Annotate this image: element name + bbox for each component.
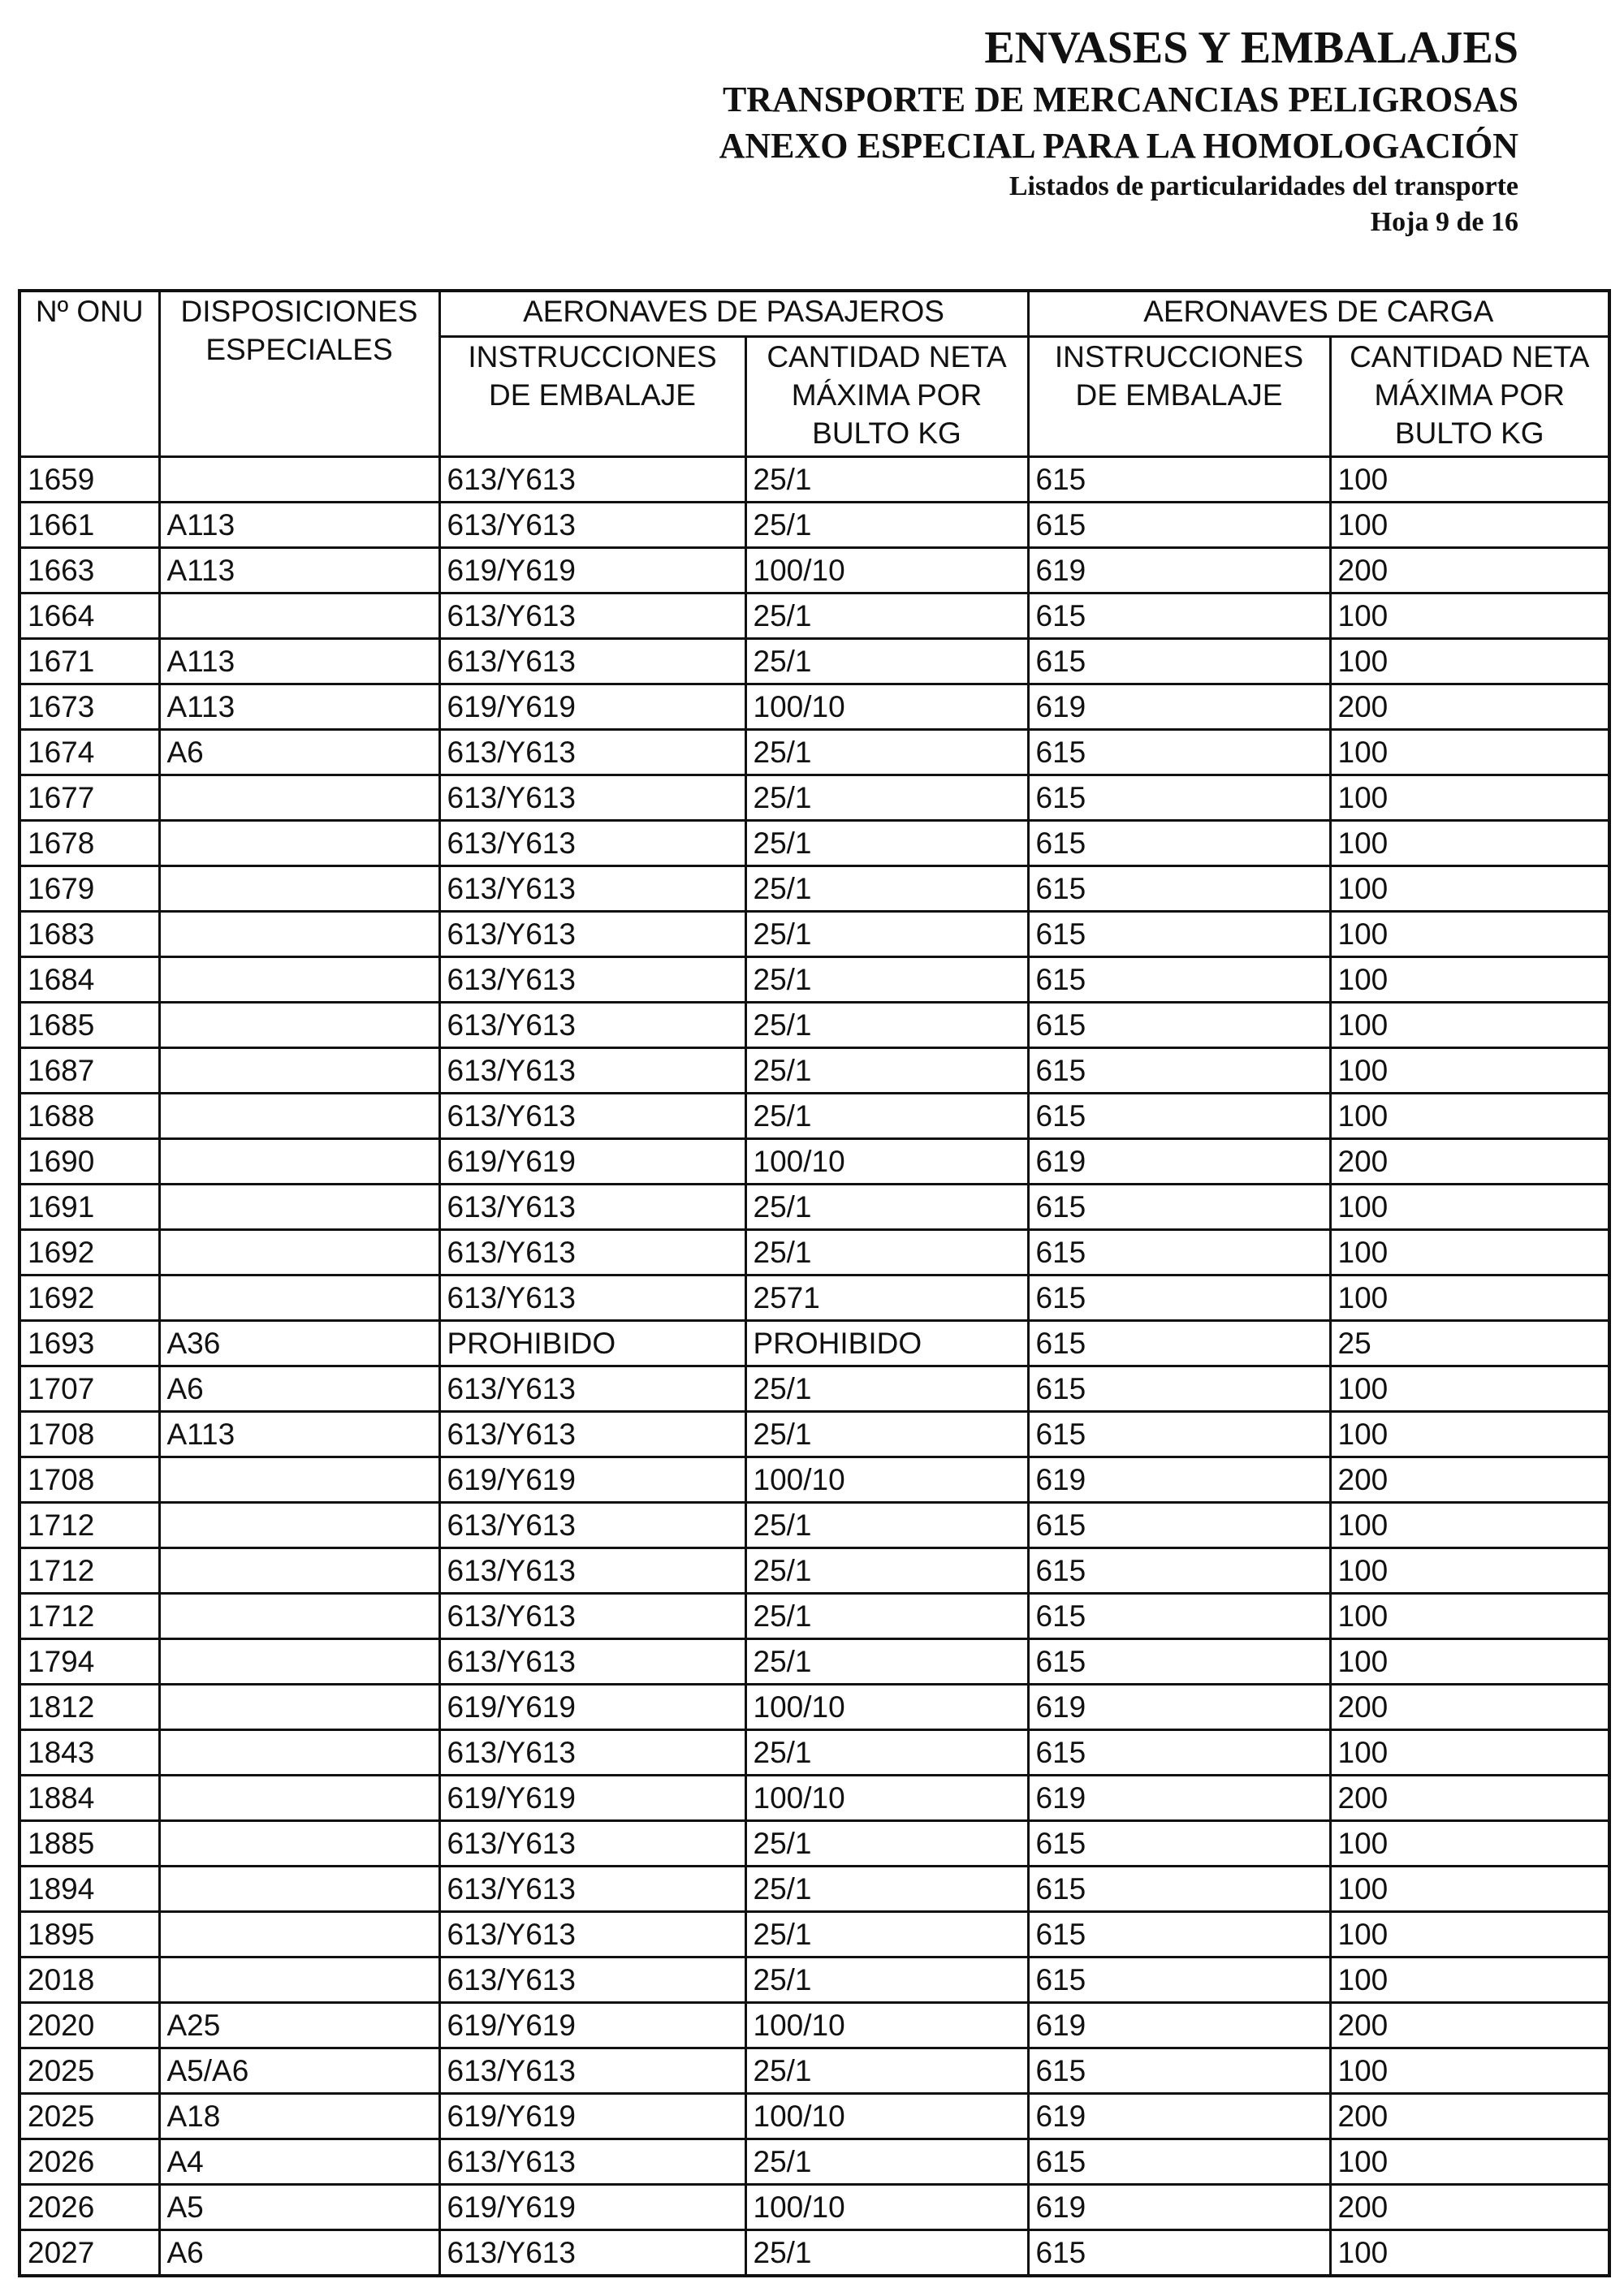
cell-cant-carga: 100 [1330, 1866, 1609, 1911]
table-row [19, 547, 1609, 593]
cell-instr-carga: 619 [1028, 2002, 1330, 2048]
cell-instr-carga: 615 [1028, 729, 1330, 775]
cell-cant-carga: 200 [1330, 1138, 1609, 1184]
table-row [19, 865, 1609, 911]
cell-instr-pasajeros: PROHIBIDO [439, 1320, 745, 1366]
header-group-carga: AERONAVES DE CARGA [1028, 291, 1609, 336]
cell-cant-carga: 100 [1330, 1593, 1609, 1638]
document-subtitle-listing: Listados de particularidades del transporte [1009, 171, 1518, 201]
header-instr-carga: INSTRUCCIONES DE EMBALAJE [1028, 336, 1330, 456]
cell-cant-pasajeros: 25/1 [745, 2229, 1028, 2276]
table-container [18, 289, 1611, 2277]
cell-cant-carga: 100 [1330, 1729, 1609, 1775]
table-row [19, 1320, 1609, 1366]
cell-instr-carga: 619 [1028, 684, 1330, 729]
cell-instr-carga: 619 [1028, 1775, 1330, 1820]
cell-cant-carga: 100 [1330, 911, 1609, 956]
cell-cant-pasajeros: 25/1 [745, 1866, 1028, 1911]
cell-cant-carga: 100 [1330, 1911, 1609, 1957]
cell-cant-carga: 100 [1330, 1820, 1609, 1866]
cell-cant-carga: 100 [1330, 820, 1609, 865]
cell-instr-pasajeros: 613/Y613 [439, 1229, 745, 1275]
cell-instr-pasajeros: 613/Y613 [439, 1638, 745, 1684]
cell-instr-carga: 615 [1028, 775, 1330, 820]
cell-instr-carga: 619 [1028, 1457, 1330, 1502]
cell-cant-carga: 100 [1330, 1229, 1609, 1275]
cell-instr-pasajeros: 613/Y613 [439, 775, 745, 820]
cell-instr-pasajeros: 613/Y613 [439, 593, 745, 638]
cell-cant-pasajeros: PROHIBIDO [745, 1320, 1028, 1366]
cell-onu: 1673 [19, 684, 159, 729]
table-row [19, 1229, 1609, 1275]
cell-instr-pasajeros: 613/Y613 [439, 2229, 745, 2276]
cell-onu: 2026 [19, 2184, 159, 2229]
cell-cant-carga: 200 [1330, 1684, 1609, 1729]
cell-cant-carga: 100 [1330, 2139, 1609, 2184]
cell-instr-pasajeros: 613/Y613 [439, 729, 745, 775]
cell-cant-pasajeros: 25/1 [745, 1502, 1028, 1547]
cell-cant-carga: 100 [1330, 1002, 1609, 1047]
table-row [19, 1138, 1609, 1184]
cell-cant-pasajeros: 25/1 [745, 775, 1028, 820]
cell-onu: 1884 [19, 1775, 159, 1820]
cell-instr-carga: 615 [1028, 1593, 1330, 1638]
cell-disposiciones: A6 [159, 2229, 439, 2276]
header-instr-pasajeros: INSTRUCCIONES DE EMBALAJE [439, 336, 745, 456]
cell-instr-carga: 615 [1028, 1047, 1330, 1093]
cell-disposiciones [159, 1547, 439, 1593]
table-row [19, 1547, 1609, 1593]
cell-disposiciones [159, 1502, 439, 1547]
cell-disposiciones: A113 [159, 684, 439, 729]
header-onu: Nº ONU [19, 291, 159, 456]
table-body [19, 456, 1609, 2276]
cell-onu: 1664 [19, 593, 159, 638]
cell-instr-pasajeros: 613/Y613 [439, 638, 745, 684]
table-row [19, 2048, 1609, 2093]
cell-onu: 2026 [19, 2139, 159, 2184]
cell-disposiciones: A4 [159, 2139, 439, 2184]
cell-cant-pasajeros: 25/1 [745, 1957, 1028, 2002]
cell-cant-carga: 100 [1330, 1184, 1609, 1229]
cell-instr-pasajeros: 613/Y613 [439, 1957, 745, 2002]
cell-disposiciones [159, 865, 439, 911]
cell-instr-pasajeros: 613/Y613 [439, 1047, 745, 1093]
cell-onu: 1895 [19, 1911, 159, 1957]
table-row [19, 1275, 1609, 1320]
cell-disposiciones [159, 1002, 439, 1047]
cell-cant-pasajeros: 100/10 [745, 1684, 1028, 1729]
cell-disposiciones: A6 [159, 1366, 439, 1411]
table-row [19, 1638, 1609, 1684]
cell-instr-carga: 615 [1028, 1729, 1330, 1775]
table-row [19, 684, 1609, 729]
table-row [19, 1457, 1609, 1502]
cell-onu: 1690 [19, 1138, 159, 1184]
table-row [19, 1684, 1609, 1729]
cell-disposiciones [159, 1866, 439, 1911]
cell-instr-carga: 615 [1028, 2229, 1330, 2276]
cell-disposiciones [159, 1684, 439, 1729]
cell-instr-pasajeros: 619/Y619 [439, 1684, 745, 1729]
cell-instr-carga: 615 [1028, 1366, 1330, 1411]
cell-onu: 1691 [19, 1184, 159, 1229]
table-header [19, 291, 1609, 456]
cell-instr-pasajeros: 613/Y613 [439, 1366, 745, 1411]
cell-instr-carga: 615 [1028, 1957, 1330, 2002]
cell-disposiciones [159, 1093, 439, 1138]
cell-disposiciones: A113 [159, 1411, 439, 1457]
cell-instr-pasajeros: 619/Y619 [439, 2184, 745, 2229]
cell-cant-pasajeros: 100/10 [745, 1775, 1028, 1820]
table-row [19, 1957, 1609, 2002]
cell-instr-pasajeros: 613/Y613 [439, 1093, 745, 1138]
cell-cant-carga: 100 [1330, 2048, 1609, 2093]
table-row [19, 1366, 1609, 1411]
cell-cant-pasajeros: 25/1 [745, 502, 1028, 547]
table-row [19, 1047, 1609, 1093]
cell-instr-carga: 615 [1028, 820, 1330, 865]
header-cant-carga: CANTIDAD NETA MÁXIMA POR BULTO KG [1330, 336, 1609, 456]
cell-cant-carga: 100 [1330, 502, 1609, 547]
cell-cant-carga: 100 [1330, 1275, 1609, 1320]
cell-cant-carga: 100 [1330, 2229, 1609, 2276]
table-row [19, 2002, 1609, 2048]
table-row [19, 1866, 1609, 1911]
header-disposiciones: DISPOSICIONES ESPECIALES [159, 291, 439, 456]
table-row [19, 456, 1609, 502]
cell-instr-pasajeros: 619/Y619 [439, 684, 745, 729]
cell-onu: 1674 [19, 729, 159, 775]
cell-instr-carga: 615 [1028, 502, 1330, 547]
cell-instr-pasajeros: 613/Y613 [439, 1729, 745, 1775]
cell-instr-carga: 615 [1028, 1229, 1330, 1275]
cell-onu: 1685 [19, 1002, 159, 1047]
cell-onu: 1661 [19, 502, 159, 547]
cell-cant-pasajeros: 25/1 [745, 1638, 1028, 1684]
cell-onu: 1712 [19, 1502, 159, 1547]
cell-onu: 2025 [19, 2093, 159, 2139]
cell-cant-carga: 25 [1330, 1320, 1609, 1366]
cell-cant-pasajeros: 25/1 [745, 1729, 1028, 1775]
cell-instr-pasajeros: 613/Y613 [439, 1547, 745, 1593]
cell-onu: 1684 [19, 956, 159, 1002]
cell-onu: 1708 [19, 1457, 159, 1502]
cell-instr-pasajeros: 613/Y613 [439, 502, 745, 547]
table-row [19, 2139, 1609, 2184]
cell-cant-carga: 100 [1330, 638, 1609, 684]
cell-disposiciones: A5/A6 [159, 2048, 439, 2093]
header-cant-pasajeros: CANTIDAD NETA MÁXIMA POR BULTO KG [745, 336, 1028, 456]
cell-cant-pasajeros: 25/1 [745, 1411, 1028, 1457]
cell-onu: 2020 [19, 2002, 159, 2048]
cell-disposiciones [159, 1184, 439, 1229]
cell-onu: 1663 [19, 547, 159, 593]
cell-onu: 1693 [19, 1320, 159, 1366]
cell-disposiciones: A18 [159, 2093, 439, 2139]
cell-cant-carga: 200 [1330, 1775, 1609, 1820]
cell-cant-carga: 100 [1330, 865, 1609, 911]
cell-instr-carga: 615 [1028, 1002, 1330, 1047]
cell-instr-pasajeros: 613/Y613 [439, 1275, 745, 1320]
cell-disposiciones [159, 593, 439, 638]
cell-instr-carga: 615 [1028, 1093, 1330, 1138]
cell-disposiciones [159, 1957, 439, 2002]
table-row [19, 729, 1609, 775]
cell-cant-carga: 100 [1330, 729, 1609, 775]
cell-cant-pasajeros: 25/1 [745, 1047, 1028, 1093]
cell-instr-carga: 619 [1028, 1138, 1330, 1184]
cell-disposiciones: A5 [159, 2184, 439, 2229]
cell-instr-pasajeros: 619/Y619 [439, 1138, 745, 1184]
cell-cant-pasajeros: 100/10 [745, 2184, 1028, 2229]
cell-cant-pasajeros: 100/10 [745, 2093, 1028, 2139]
table-row [19, 1184, 1609, 1229]
cell-cant-pasajeros: 25/1 [745, 1593, 1028, 1638]
table-row [19, 911, 1609, 956]
cell-cant-pasajeros: 100/10 [745, 547, 1028, 593]
cell-disposiciones [159, 1047, 439, 1093]
cell-instr-pasajeros: 619/Y619 [439, 2093, 745, 2139]
cell-cant-carga: 100 [1330, 593, 1609, 638]
cell-cant-pasajeros: 100/10 [745, 1138, 1028, 1184]
cell-instr-pasajeros: 619/Y619 [439, 547, 745, 593]
cell-instr-pasajeros: 613/Y613 [439, 1002, 745, 1047]
cell-instr-pasajeros: 613/Y613 [439, 1593, 745, 1638]
cell-disposiciones [159, 1775, 439, 1820]
cell-cant-carga: 200 [1330, 2002, 1609, 2048]
table-row [19, 1502, 1609, 1547]
cell-disposiciones [159, 1820, 439, 1866]
cell-disposiciones: A6 [159, 729, 439, 775]
table-row [19, 1593, 1609, 1638]
transport-table [18, 289, 1611, 2277]
cell-onu: 1687 [19, 1047, 159, 1093]
cell-instr-pasajeros: 619/Y619 [439, 1775, 745, 1820]
cell-disposiciones [159, 1638, 439, 1684]
cell-instr-pasajeros: 613/Y613 [439, 865, 745, 911]
cell-cant-carga: 100 [1330, 1957, 1609, 2002]
document-header [719, 19, 1518, 240]
document-subtitle-annex: ANEXO ESPECIAL PARA LA HOMOLOGACIÓN [719, 126, 1518, 166]
cell-cant-carga: 100 [1330, 956, 1609, 1002]
table-row [19, 1911, 1609, 1957]
cell-disposiciones [159, 956, 439, 1002]
table-row [19, 1093, 1609, 1138]
cell-disposiciones [159, 911, 439, 956]
cell-disposiciones [159, 1138, 439, 1184]
cell-instr-carga: 615 [1028, 593, 1330, 638]
cell-cant-carga: 200 [1330, 547, 1609, 593]
cell-onu: 1692 [19, 1229, 159, 1275]
cell-cant-pasajeros: 25/1 [745, 729, 1028, 775]
table-row [19, 2184, 1609, 2229]
cell-instr-pasajeros: 613/Y613 [439, 1911, 745, 1957]
cell-cant-pasajeros: 25/1 [745, 865, 1028, 911]
cell-onu: 1708 [19, 1411, 159, 1457]
cell-cant-pasajeros: 2571 [745, 1275, 1028, 1320]
cell-instr-carga: 615 [1028, 1502, 1330, 1547]
cell-onu: 1794 [19, 1638, 159, 1684]
cell-cant-carga: 100 [1330, 1638, 1609, 1684]
cell-instr-carga: 615 [1028, 1320, 1330, 1366]
document-subtitle-transport: TRANSPORTE DE MERCANCIAS PELIGROSAS [722, 80, 1518, 119]
cell-disposiciones [159, 820, 439, 865]
cell-instr-pasajeros: 613/Y613 [439, 956, 745, 1002]
cell-instr-carga: 619 [1028, 2184, 1330, 2229]
cell-onu: 1683 [19, 911, 159, 956]
cell-cant-carga: 100 [1330, 1093, 1609, 1138]
cell-instr-pasajeros: 613/Y613 [439, 1820, 745, 1866]
cell-instr-carga: 615 [1028, 1275, 1330, 1320]
cell-onu: 1707 [19, 1366, 159, 1411]
cell-cant-pasajeros: 100/10 [745, 1457, 1028, 1502]
cell-cant-pasajeros: 25/1 [745, 820, 1028, 865]
cell-disposiciones [159, 775, 439, 820]
cell-instr-pasajeros: 613/Y613 [439, 1502, 745, 1547]
cell-cant-pasajeros: 25/1 [745, 1184, 1028, 1229]
cell-instr-carga: 615 [1028, 911, 1330, 956]
cell-onu: 1659 [19, 456, 159, 502]
document-title: ENVASES Y EMBALAJES [984, 23, 1518, 73]
cell-cant-pasajeros: 25/1 [745, 1820, 1028, 1866]
cell-cant-carga: 100 [1330, 1502, 1609, 1547]
cell-onu: 1712 [19, 1547, 159, 1593]
cell-instr-carga: 615 [1028, 1411, 1330, 1457]
cell-disposiciones [159, 1275, 439, 1320]
cell-instr-carga: 615 [1028, 1911, 1330, 1957]
table-row [19, 638, 1609, 684]
table-row [19, 2093, 1609, 2139]
cell-cant-pasajeros: 25/1 [745, 456, 1028, 502]
cell-disposiciones [159, 1593, 439, 1638]
cell-onu: 1671 [19, 638, 159, 684]
cell-instr-carga: 615 [1028, 865, 1330, 911]
cell-onu: 1678 [19, 820, 159, 865]
table-row [19, 1411, 1609, 1457]
table-row [19, 775, 1609, 820]
cell-instr-carga: 615 [1028, 1638, 1330, 1684]
cell-cant-pasajeros: 25/1 [745, 911, 1028, 956]
cell-cant-carga: 100 [1330, 775, 1609, 820]
cell-disposiciones: A113 [159, 547, 439, 593]
cell-cant-pasajeros: 25/1 [745, 1911, 1028, 1957]
cell-instr-carga: 619 [1028, 2093, 1330, 2139]
cell-instr-pasajeros: 619/Y619 [439, 2002, 745, 2048]
table-row [19, 1775, 1609, 1820]
cell-onu: 1812 [19, 1684, 159, 1729]
cell-onu: 1679 [19, 865, 159, 911]
cell-cant-carga: 100 [1330, 1047, 1609, 1093]
cell-cant-pasajeros: 100/10 [745, 2002, 1028, 2048]
cell-instr-carga: 615 [1028, 1547, 1330, 1593]
table-row [19, 1002, 1609, 1047]
cell-onu: 1843 [19, 1729, 159, 1775]
cell-instr-carga: 619 [1028, 547, 1330, 593]
cell-onu: 2018 [19, 1957, 159, 2002]
cell-cant-pasajeros: 25/1 [745, 1547, 1028, 1593]
cell-instr-pasajeros: 613/Y613 [439, 456, 745, 502]
cell-cant-pasajeros: 25/1 [745, 1002, 1028, 1047]
cell-disposiciones: A113 [159, 502, 439, 547]
cell-disposiciones [159, 1229, 439, 1275]
cell-disposiciones: A36 [159, 1320, 439, 1366]
cell-instr-carga: 619 [1028, 1684, 1330, 1729]
cell-cant-pasajeros: 25/1 [745, 956, 1028, 1002]
table-row [19, 820, 1609, 865]
cell-instr-pasajeros: 619/Y619 [439, 1457, 745, 1502]
table-row [19, 956, 1609, 1002]
cell-instr-carga: 615 [1028, 956, 1330, 1002]
table-row [19, 502, 1609, 547]
cell-cant-pasajeros: 25/1 [745, 2048, 1028, 2093]
cell-instr-pasajeros: 613/Y613 [439, 820, 745, 865]
cell-instr-pasajeros: 613/Y613 [439, 2139, 745, 2184]
cell-cant-pasajeros: 25/1 [745, 638, 1028, 684]
cell-instr-carga: 615 [1028, 2048, 1330, 2093]
cell-cant-carga: 100 [1330, 1547, 1609, 1593]
cell-onu: 2027 [19, 2229, 159, 2276]
cell-disposiciones [159, 1457, 439, 1502]
cell-onu: 1712 [19, 1593, 159, 1638]
cell-instr-pasajeros: 613/Y613 [439, 2048, 745, 2093]
cell-cant-carga: 200 [1330, 684, 1609, 729]
cell-instr-carga: 615 [1028, 1820, 1330, 1866]
cell-onu: 2025 [19, 2048, 159, 2093]
cell-cant-carga: 100 [1330, 1411, 1609, 1457]
cell-cant-pasajeros: 25/1 [745, 593, 1028, 638]
cell-onu: 1692 [19, 1275, 159, 1320]
cell-cant-pasajeros: 25/1 [745, 1229, 1028, 1275]
cell-cant-pasajeros: 100/10 [745, 684, 1028, 729]
cell-cant-carga: 100 [1330, 456, 1609, 502]
cell-onu: 1885 [19, 1820, 159, 1866]
cell-disposiciones: A25 [159, 2002, 439, 2048]
cell-disposiciones [159, 1729, 439, 1775]
cell-instr-carga: 615 [1028, 2139, 1330, 2184]
cell-instr-carga: 615 [1028, 1184, 1330, 1229]
cell-disposiciones [159, 456, 439, 502]
cell-instr-pasajeros: 613/Y613 [439, 1411, 745, 1457]
cell-instr-carga: 615 [1028, 456, 1330, 502]
cell-cant-pasajeros: 25/1 [745, 2139, 1028, 2184]
page-number: Hoja 9 de 16 [1370, 207, 1518, 237]
cell-instr-pasajeros: 613/Y613 [439, 1866, 745, 1911]
cell-instr-pasajeros: 613/Y613 [439, 911, 745, 956]
cell-instr-pasajeros: 613/Y613 [439, 1184, 745, 1229]
cell-instr-carga: 615 [1028, 1866, 1330, 1911]
cell-cant-pasajeros: 25/1 [745, 1366, 1028, 1411]
cell-instr-carga: 615 [1028, 638, 1330, 684]
cell-onu: 1677 [19, 775, 159, 820]
header-group-pasajeros: AERONAVES DE PASAJEROS [439, 291, 1028, 336]
cell-cant-carga: 200 [1330, 2093, 1609, 2139]
cell-onu: 1894 [19, 1866, 159, 1911]
table-row [19, 1820, 1609, 1866]
cell-cant-pasajeros: 25/1 [745, 1093, 1028, 1138]
cell-disposiciones: A113 [159, 638, 439, 684]
table-row [19, 1729, 1609, 1775]
cell-disposiciones [159, 1911, 439, 1957]
table-row [19, 593, 1609, 638]
cell-cant-carga: 200 [1330, 1457, 1609, 1502]
table-row [19, 2229, 1609, 2276]
cell-onu: 1688 [19, 1093, 159, 1138]
cell-cant-carga: 100 [1330, 1366, 1609, 1411]
cell-cant-carga: 200 [1330, 2184, 1609, 2229]
